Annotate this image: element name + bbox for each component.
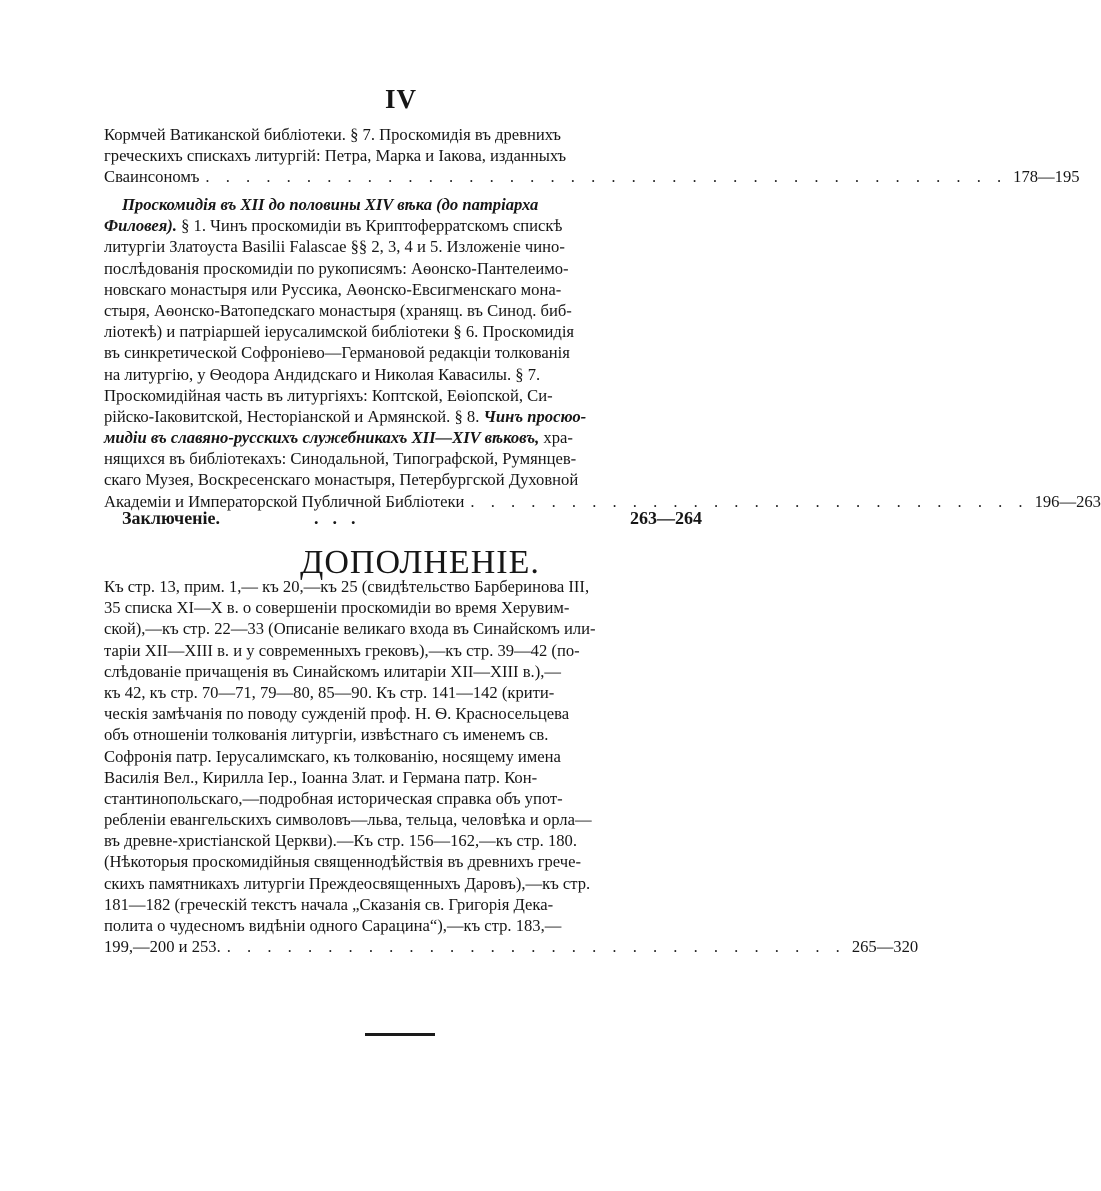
text-line: греческихъ спискахъ литургій: Петра, Марка и Іакова, изданныхъ [104, 146, 567, 166]
toc-entry-proskomidia-xii-xiv [104, 194, 1101, 512]
dot-leader: . . . . . . . . . . . . . . . . . . . . . . . . . . . . . . . [226, 937, 846, 957]
entry-last-text: Академіи и Императорской Публичной Библіотеки [104, 491, 465, 511]
text-line: 181—182 (греческій текстъ начала „Сказанія св. Григорія Дека- [104, 894, 554, 914]
text-line: объ отношеніи толкованія литургіи, извѣстнаго съ именемъ св. [104, 725, 549, 745]
supplement-heading: ДОПОЛНЕНІЕ. [300, 544, 540, 581]
page-number: IV [385, 84, 418, 114]
text-line: нящихся въ библіотекахъ: Синодальной, Типографской, Румянцев- [104, 449, 577, 469]
text-line: скихъ памятникахъ литургіи Преждеосвященныхъ Даровъ),—къ стр. [104, 873, 591, 893]
text-line: въ древне-христіанской Церкви).—Къ стр. 156—162,—къ стр. 180. [104, 831, 577, 851]
text-line: послѣдованія проскомидіи по рукописямъ: Аѳонско-Пантелеимо- [104, 258, 569, 278]
text-line: мидіи въ славяно-русскихъ служебникахъ XII—XIV вѣковъ, хра- [104, 428, 573, 448]
entry-last-text: Сваинсономъ [104, 167, 200, 187]
text-line: полита о чудесномъ видѣніи одного Сарацина“),—къ стр. 183,— [104, 916, 562, 935]
text-line: Василія Вел., Кирилла Іер., Іоанна Злат. и Германа патр. Кон- [104, 767, 538, 787]
dot-leader: . . . . . . . . . . . . . . . . . . . . . . . . . . . . . . . . . . . . . . . . [205, 167, 1008, 187]
page-range: 265—320 [851, 937, 919, 957]
text-line [104, 194, 700, 215]
text-line: къ 42, къ стр. 70—71, 79—80, 85—90. Къ стр. 141—142 (крити- [104, 682, 555, 702]
text-line: Проскомидійная часть въ литургіяхъ: Коптской, Еѳіопской, Си- [104, 385, 553, 405]
page-range: 178—195 [1013, 167, 1080, 187]
text-line-with-pages [104, 166, 1080, 187]
text-line: таріи XII—XIII в. и у современныхъ грековъ),—къ стр. 39—42 (по- [104, 640, 580, 660]
dot-leader: ... [314, 508, 370, 528]
text-line: Къ стр. 13, прим. 1,— къ 20,—къ 25 (свидѣтельство Барберинова III, [104, 577, 590, 596]
toc-entry-greek-lists [104, 124, 1080, 188]
text-line: стыря, Аѳонско-Ватопедскаго монастыря (хранящ. въ Синод. биб- [104, 300, 572, 320]
closing-rule [365, 1033, 435, 1036]
page-range: 263—264 [630, 508, 702, 528]
text-line-with-pages [104, 936, 919, 957]
text-line: ліотекѣ) и патріаршей іерусалимской библіотеки § 6. Проскомидія [104, 322, 575, 342]
text-line: рійско-Іаковитской, Несторіанской и Армянской. § 8. Чинъ просюо- [104, 406, 587, 426]
text-line: въ синкретической Софроніево—Германовой редакціи толкованія [104, 343, 570, 363]
text-line: слѣдованіе причащенія въ Синайскомъ илитаріи XII—XIII в.),— [104, 661, 561, 681]
text-line: на литургію, у Ѳеодора Андидскаго и Николая Кавасилы. § 7. [104, 364, 541, 384]
text-line: Софронія патр. Іерусалимскаго, къ толкованію, носящему имена [104, 746, 561, 766]
entry-last-text: 199,—200 и 253. [104, 937, 221, 957]
text-line: 35 списка XI—X в. о совершеніи проскомидіи во время Херувим- [104, 598, 570, 618]
text-line: (Нѣкоторыя проскомидійныя священнодѣйствія въ древнихъ грече- [104, 852, 581, 872]
page-range: 196—263 [1034, 491, 1101, 511]
text-line: литургіи Златоуста Basilii Falascae §§ 2, 3, 4 и 5. Изложеніе чино- [104, 237, 565, 257]
conclusion-label: Заключеніе. [122, 508, 221, 528]
text-line: скаго Музея, Воскресенскаго монастыря, Петербургской Духовной [104, 470, 579, 490]
text-line: Филовея). § 1. Чинъ проскомидіи въ Криптоферратскомъ спискѣ [104, 216, 563, 236]
text-line: ческія замѣчанія по поводу сужденій проф. Н. Ѳ. Красносельцева [104, 704, 570, 724]
text-line: ской),—къ стр. 22—33 (Описаніе великаго входа въ Синайскомъ или- [104, 619, 596, 639]
text-line: Кормчей Ватиканской библіотеки. § 7. Проскомидія въ древнихъ [104, 125, 562, 144]
section-title: Проскомидія въ XII до половины XIV вѣка (до патріарха [122, 195, 539, 214]
text-line: ребленіи евангельскихъ символовъ—льва, тельца, человѣка и орла— [104, 810, 592, 830]
supplement-body [104, 576, 919, 957]
text-line: новскаго монастыря или Руссика, Аѳонско-Евсигменскаго мона- [104, 279, 562, 299]
toc-entry-conclusion [122, 508, 702, 529]
dot-leader: . . . . . . . . . . . . . . . . . . . . . . . . . . . . [470, 491, 1029, 511]
text-line: стантинопольскаго,—подробная историческая справка объ упот- [104, 788, 563, 808]
